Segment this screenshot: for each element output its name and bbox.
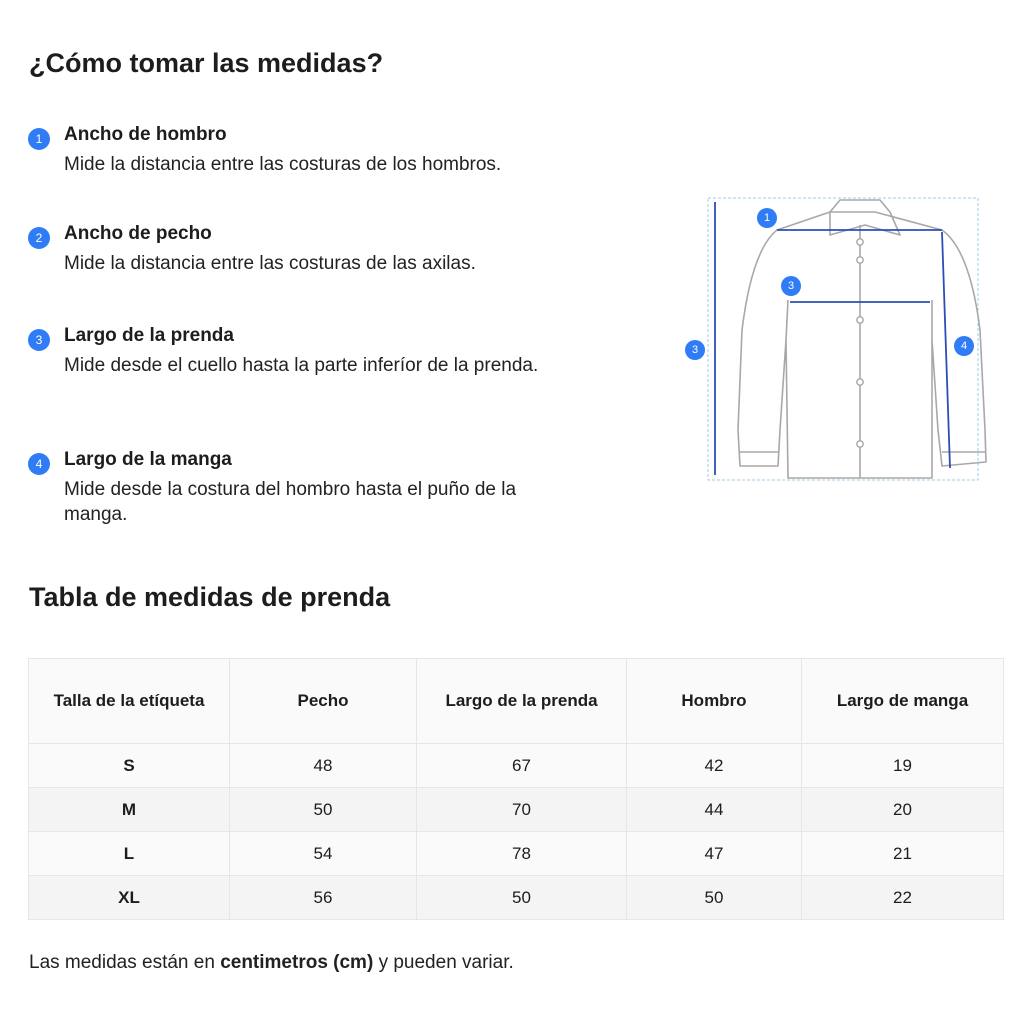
diagram-badge-3: 3 — [781, 276, 801, 296]
table-header-length: Largo de la prenda — [417, 659, 627, 744]
size-cell: XL — [29, 876, 230, 920]
step-title: Largo de la manga — [64, 449, 232, 470]
sleeve-cell: 19 — [802, 744, 1004, 788]
table-row — [29, 832, 1004, 876]
table-header-chest: Pecho — [230, 659, 417, 744]
table-row — [29, 788, 1004, 832]
shirt-measurement-diagram — [680, 190, 1010, 490]
step-number-badge: 1 — [28, 128, 50, 150]
step-title: Ancho de pecho — [64, 223, 212, 244]
size-cell: L — [29, 832, 230, 876]
sleeve-cell: 22 — [802, 876, 1004, 920]
table-row — [29, 876, 1004, 920]
length-cell: 67 — [417, 744, 627, 788]
table-header-shoulder: Hombro — [627, 659, 802, 744]
table-header-sleeve: Largo de manga — [802, 659, 1004, 744]
note-units: centimetros (cm) — [220, 952, 374, 973]
size-table — [28, 658, 1004, 920]
units-note — [29, 952, 514, 974]
step-description: Mide desde la costura del hombro hasta el puño de la manga. — [64, 479, 517, 525]
step-title: Largo de la prenda — [64, 325, 234, 346]
length-cell: 70 — [417, 788, 627, 832]
shoulder-cell: 42 — [627, 744, 802, 788]
step-number-badge: 3 — [28, 329, 50, 351]
diagram-badge-1: 1 — [757, 208, 777, 228]
step-description: Mide la distancia entre las costuras de los hombros. — [64, 154, 502, 175]
step-title: Ancho de hombro — [64, 124, 227, 145]
step-number-badge: 2 — [28, 227, 50, 249]
chest-cell: 56 — [230, 876, 417, 920]
table-title: Tabla de medidas de prenda — [29, 582, 391, 612]
length-cell: 78 — [417, 832, 627, 876]
table-row — [29, 744, 1004, 788]
shoulder-cell: 50 — [627, 876, 802, 920]
diagram-badge-3-left: 3 — [685, 340, 705, 360]
step-number-badge: 4 — [28, 453, 50, 475]
note-prefix: Las medidas están en — [29, 952, 221, 973]
chest-cell: 48 — [230, 744, 417, 788]
size-cell: S — [29, 744, 230, 788]
chest-cell: 54 — [230, 832, 417, 876]
chest-cell: 50 — [230, 788, 417, 832]
shoulder-cell: 47 — [627, 832, 802, 876]
length-cell: 50 — [417, 876, 627, 920]
table-header-size: Talla de la etíqueta — [29, 659, 230, 744]
sleeve-cell: 21 — [802, 832, 1004, 876]
step-description: Mide la distancia entre las costuras de las axilas. — [64, 253, 476, 274]
page-title: ¿Cómo tomar las medidas? — [29, 48, 384, 78]
shoulder-cell: 44 — [627, 788, 802, 832]
step-description: Mide desde el cuello hasta la parte inferíor de la prenda. — [64, 355, 539, 376]
size-cell: M — [29, 788, 230, 832]
diagram-badge-4: 4 — [954, 336, 974, 356]
table-header-row — [29, 659, 1004, 744]
sleeve-cell: 20 — [802, 788, 1004, 832]
note-suffix: y pueden variar. — [373, 952, 514, 973]
